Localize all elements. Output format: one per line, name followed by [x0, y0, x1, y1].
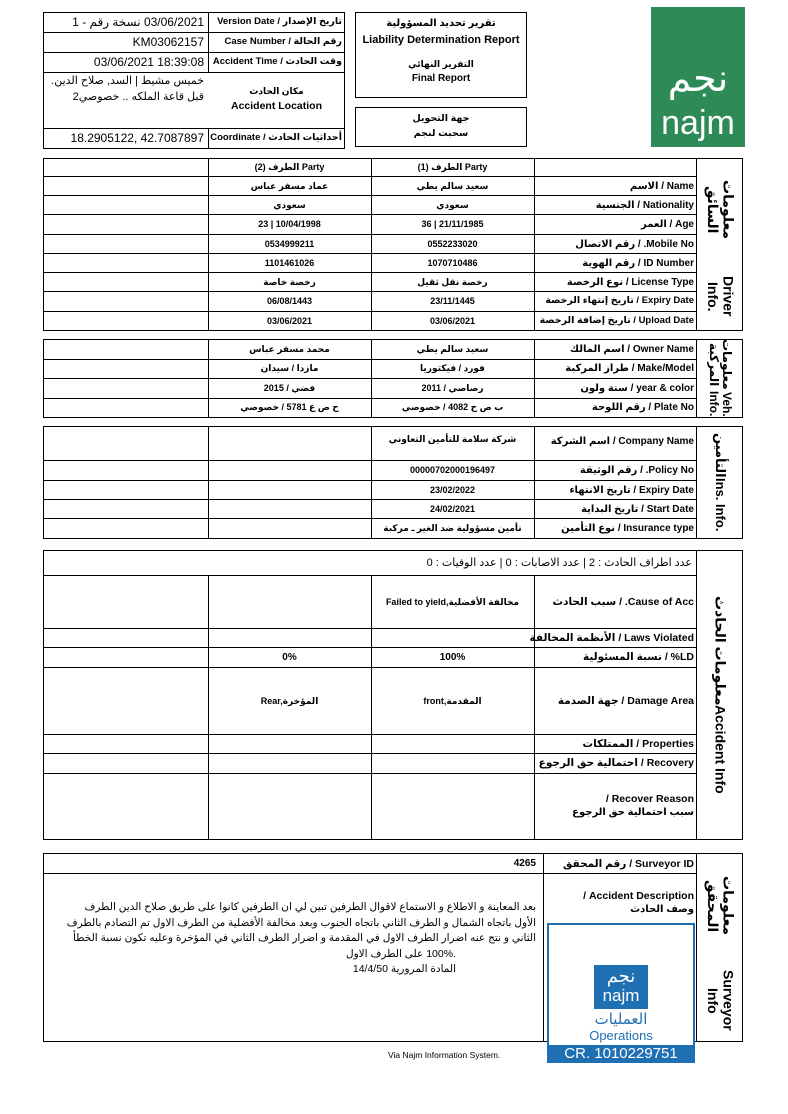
- case-number-value: KM03062157: [132, 35, 204, 49]
- recovery-label: Recovery / احتمالية حق الرجوع: [538, 757, 694, 769]
- stamp-cr-number: CR. 1010229751: [547, 1045, 695, 1063]
- operations-stamp: [547, 923, 695, 1060]
- stamp-logo: [594, 965, 648, 1009]
- license-type-p2: رخصة خاصة: [263, 277, 316, 287]
- description-line: الأول باتجاه الشمال و الطرف الثاني باتجاه الجنوب وبعد مخالفة الأفضلية من الطرف الاول تم التصادم بالطرف: [66, 916, 536, 929]
- najm-logo: [651, 7, 745, 147]
- final-report-en: Final Report: [411, 73, 471, 84]
- surveyor-id-value: 4265: [513, 858, 536, 869]
- company-name-label: Company Name / اسم الشركة: [550, 436, 694, 447]
- transfer-label: جهة التحويل: [412, 113, 470, 124]
- party1-header: الطرف (1) Party: [417, 162, 488, 172]
- stamp-ops-ar: العمليات: [594, 1011, 648, 1028]
- stamp-logo-en: najm: [602, 986, 640, 1005]
- id-number-p1: 1070710486: [427, 258, 478, 268]
- accident-side-title: [699, 550, 741, 840]
- license-upload-label: Upload Date / تاريخ إضافة الرخصة: [539, 315, 694, 326]
- description-label-ar: وصف الحادث: [630, 904, 694, 915]
- vehicle-side-title-ar: معلومات المركبة: [707, 339, 735, 390]
- party2-header: الطرف (2) Party: [254, 162, 325, 172]
- damage-area-p2: Rear,المؤخرة: [260, 696, 319, 706]
- license-type-p1: رخصة نقل ثقيل: [417, 277, 488, 287]
- license-type-label: License Type / نوع الرخصة: [566, 277, 694, 288]
- footer-text: Via Najm Information System.: [388, 1050, 501, 1060]
- ins-expiry-p1: 23/02/2022: [429, 485, 476, 495]
- insurance-type-label: Insurance type / نوع التأمين: [561, 523, 694, 534]
- description-line: بعد المعاينة و الاطلاع و الاستماع لاقوال الطرفين تبين لي ان الطرفين كانوا على طريق صلاح الدين الطرف: [84, 901, 536, 913]
- surveyor-id-label: Surveyor ID / رقم المحقق: [563, 858, 694, 870]
- ld-percent-p1: 100%: [439, 652, 466, 663]
- version-date-value: 03/06/2021 نسخة رقم - 1: [72, 15, 204, 29]
- age-p2: 23 | 10/04/1998: [258, 219, 321, 229]
- najm-logo-latin: najm: [661, 104, 735, 142]
- surveyor-side-title: [699, 853, 741, 1042]
- plate-no-label: Plate No / رقم اللوحة: [591, 402, 694, 413]
- transfer-value: سحبت لنجم: [413, 128, 469, 139]
- mobile-label: Mobile No. / رقم الاتصال: [575, 239, 694, 250]
- accident-time-label: وقت الحادث / Accident Time: [212, 56, 342, 67]
- accident-description: [48, 900, 536, 978]
- stamp-ops-en: Operations: [589, 1028, 653, 1043]
- description-line: .100% على الطرف الاول: [345, 947, 456, 960]
- accident-location-label-ar: مكان الحادث: [249, 86, 304, 96]
- description-line: الثاني و نتج عنه اضرار الطرف الاول في المقدمة و اضرار الطرف الثاني في المؤخرة وعليه تكون نسبة الخطأ: [72, 932, 536, 944]
- accident-side-title-en: Accident Info: [712, 705, 729, 795]
- description-label-en: Accident Description /: [583, 890, 694, 902]
- owner-name-p2: محمد مسفر عباس: [249, 344, 330, 354]
- mobile-p1: 0552233020: [427, 239, 478, 249]
- policy-no-p1: 00000702000196497: [409, 465, 496, 475]
- stamp-logo-ar: نجم: [606, 966, 636, 986]
- nationality-p2: سعودي: [273, 200, 306, 210]
- year-color-p1: 2011 / رصاصي: [421, 383, 484, 393]
- make-model-p1: فورد / فيكتوريا: [420, 363, 485, 373]
- cause-label: Cause of Acc. / سبب الحادث: [552, 596, 694, 608]
- damage-area-p1: front,المقدمة: [423, 696, 482, 706]
- make-model-p2: مازدا / سيدان: [260, 363, 319, 373]
- mobile-p2: 0534999211: [264, 239, 315, 249]
- id-number-p2: 1101461026: [264, 258, 315, 268]
- nationality-label: Nationality / الجنسية: [595, 200, 694, 211]
- driver-name-p1: سعيد سالم يطي: [416, 181, 489, 191]
- surveyor-side-title-en: Surveyor Info: [705, 970, 737, 1031]
- policy-no-label: Policy No. / رقم الوثيقة: [579, 465, 694, 476]
- ins-start-label: Start Date / تاريخ البداية: [581, 504, 694, 515]
- license-expiry-p2: 06/08/1443: [266, 296, 313, 306]
- accident-time-value: 03/06/2021 18:39:08: [93, 55, 204, 69]
- accident-location-line2: قبل قاعة الملكه .. خصوصي2: [72, 91, 204, 103]
- driver-name-p2: عماد مسفر عباس: [250, 181, 329, 191]
- insurance-side-title-en: Ins. Info.: [713, 478, 729, 532]
- nationality-p1: سعودي: [436, 200, 469, 210]
- driver-name-label: Name / الاسم: [629, 181, 694, 192]
- ld-percent-label: LD% / نسبة المسئولية: [582, 651, 694, 663]
- final-report-ar: التقرير النهائي: [408, 59, 474, 69]
- recover-reason-label-ar: سبب احتمالية حق الرجوع: [572, 807, 694, 818]
- report-title-box: [355, 12, 527, 98]
- laws-violated-label: Laws Violated / الأنظمة المخالفة: [529, 632, 694, 644]
- insurance-side-title-ar: التأمين: [713, 433, 729, 479]
- age-label: Age / العمر: [641, 219, 694, 230]
- plate-no-p1: ب ص ح 4082 / خصوصي: [401, 402, 504, 412]
- damage-area-label: Damage Area / جهة الصدمة: [557, 695, 694, 707]
- accident-summary: عدد اطراف الحادث : 2 | عدد الاصابات : 0 | عدد الوفيات : 0: [426, 557, 692, 569]
- driver-side-title-en: Driver Info.: [705, 276, 737, 317]
- id-number-label: ID Number / رقم الهوية: [582, 258, 694, 269]
- ins-start-p1: 24/02/2021: [429, 504, 476, 514]
- insurance-type-p1: تأمين مسؤولية ضد الغير ـ مركبة: [383, 523, 522, 533]
- report-title-ar: تقرير تحديد المسؤولية: [386, 18, 496, 29]
- year-color-p2: 2015 / فضي: [263, 383, 316, 393]
- company-name-p1: شركة سلامة للتأمين التعاوني: [388, 434, 517, 444]
- owner-name-label: Owner Name / اسم المالك: [569, 344, 694, 355]
- surveyor-side-title-ar: معلومات المحقق: [705, 876, 737, 936]
- case-number-label: رقم الحالة / Case Number: [224, 36, 342, 47]
- license-upload-p1: 03/06/2021: [429, 316, 476, 326]
- year-color-label: year & color / سنة ولون: [580, 383, 694, 394]
- driver-side-title-ar: معلومات السائق: [705, 180, 737, 240]
- recover-reason-label-en: Recover Reason /: [605, 793, 694, 805]
- vehicle-side-title-en: Veh. Info.: [707, 391, 735, 417]
- coordinate-label: أحداثيات الحادث / Coordinate: [210, 132, 342, 143]
- make-model-label: Make/Model / طراز المركبة: [565, 363, 694, 374]
- properties-label: Properties / الممتلكات: [582, 738, 694, 750]
- license-upload-p2: 03/06/2021: [266, 316, 313, 326]
- owner-name-p1: سعيد سالم يطي: [416, 344, 489, 354]
- license-expiry-p1: 23/11/1445: [430, 296, 475, 306]
- report-title-en: Liability Determination Report: [362, 34, 520, 46]
- coordinate-value: 18.2905122, 42.7087897: [70, 131, 204, 145]
- plate-no-p2: ح ص ع 5781 / خصوصي: [240, 402, 339, 412]
- accident-side-title-ar: معلومات الحادث: [712, 595, 729, 706]
- insurance-side-title: [699, 426, 741, 539]
- najm-logo-arabic: نجم: [667, 58, 729, 100]
- transfer-box: [355, 107, 527, 147]
- age-p1: 36 | 21/11/1985: [421, 219, 484, 229]
- ld-percent-p2: 0%: [282, 652, 297, 663]
- accident-location-label-en: Accident Location: [230, 100, 322, 112]
- description-line: المادة المرورية 14/4/50: [352, 963, 456, 975]
- vehicle-side-title: [699, 339, 741, 418]
- license-expiry-label: Expiry Date / تاريخ إنتهاء الرخصة: [545, 295, 694, 306]
- accident-location-line1: خميس مشيط | السد, صلاح الدين.: [51, 75, 204, 87]
- ins-expiry-label: Expiry Date / تاريخ الانتهاء: [569, 485, 694, 496]
- driver-side-title: [699, 158, 741, 331]
- cause-p1: Failed to yield,مخالفة الأفضلية: [385, 597, 520, 607]
- version-date-label: تاريخ الإصدار / Version Date: [217, 16, 342, 27]
